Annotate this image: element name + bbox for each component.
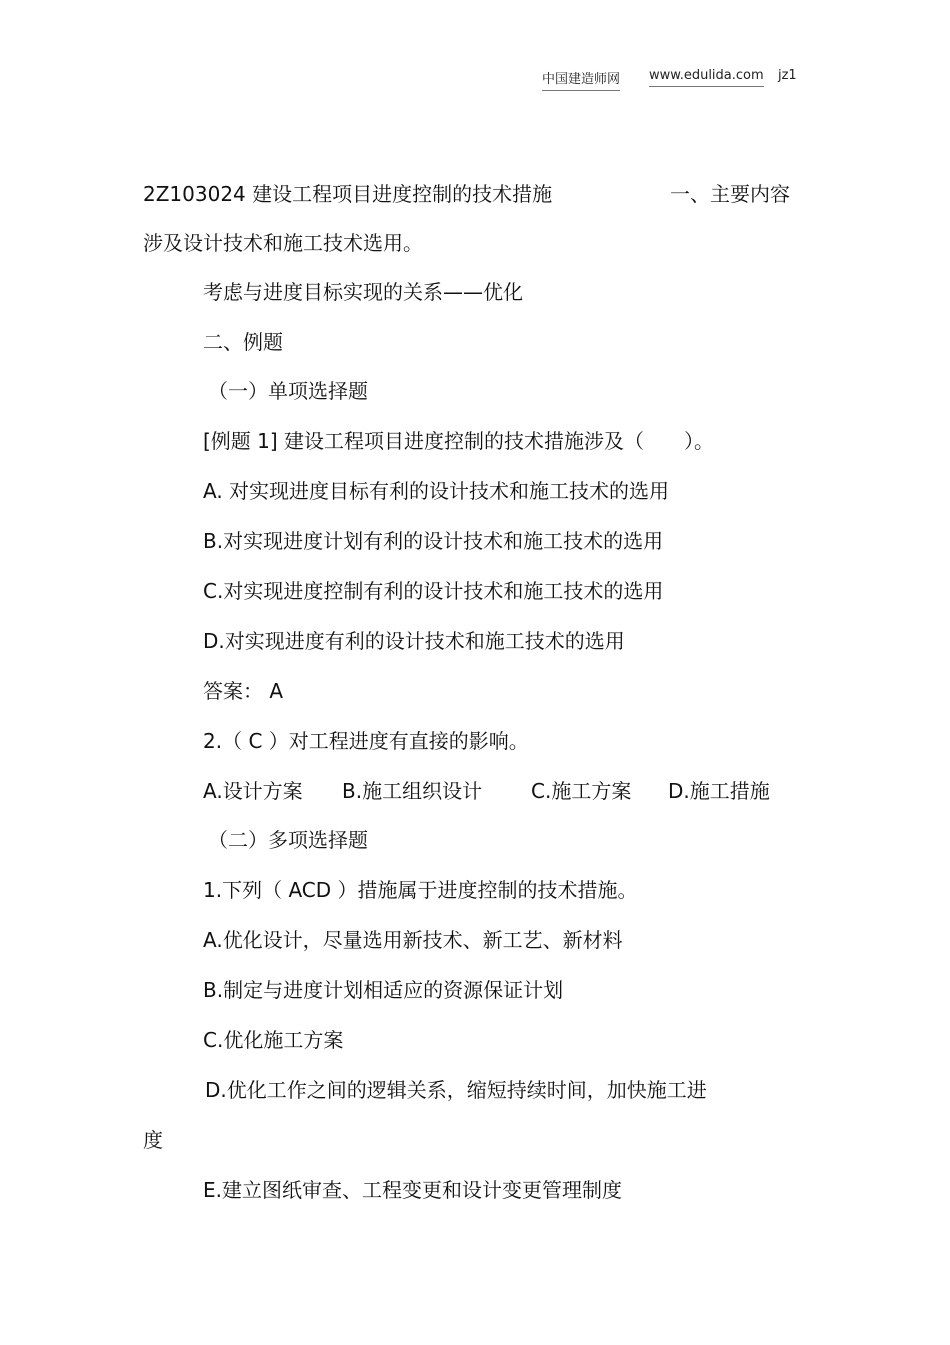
- example1-option-d: D.对实现进度有利的设计技术和施工技术的选用: [203, 629, 625, 653]
- example3-option-e: E.建立图纸审查、工程变更和设计变更管理制度: [203, 1178, 622, 1202]
- example1-answer: 答案： A: [203, 679, 284, 703]
- section-examples-heading: 二、例题: [203, 330, 283, 354]
- section-main-content-heading: 一、主要内容: [670, 182, 790, 206]
- example3-option-b: B.制定与进度计划相适应的资源保证计划: [203, 978, 564, 1002]
- intro-text: 涉及设计技术和施工技术选用。: [143, 231, 423, 255]
- example3-option-a: A.优化设计，尽量选用新技术、新工艺、新材料: [203, 928, 623, 952]
- example3-question: 1.下列（ ACD ）措施属于进度控制的技术措施。: [203, 878, 638, 902]
- example3-option-d-line2: 度: [143, 1128, 163, 1152]
- example2-options-row: [0, 777, 950, 805]
- header-site-url[interactable]: www.edulida.com: [649, 68, 764, 87]
- single-choice-heading: （一）单项选择题: [208, 379, 368, 403]
- example2-option-c: C.施工方案: [531, 779, 632, 803]
- example1-option-b: B.对实现进度计划有利的设计技术和施工技术的选用: [203, 529, 664, 553]
- example1-question: [例题 1] 建设工程项目进度控制的技术措施涉及（ ）。: [203, 429, 715, 453]
- example2-question: 2.（ C ）对工程进度有直接的影响。: [203, 729, 529, 753]
- example1-option-a: A. 对实现进度目标有利的设计技术和施工技术的选用: [203, 479, 670, 503]
- example1-option-c: C.对实现进度控制有利的设计技术和施工技术的选用: [203, 579, 664, 603]
- example3-option-d-line1: D.优化工作之间的逻辑关系，缩短持续时间，加快施工进: [205, 1078, 707, 1102]
- example2-option-a: A.设计方案: [203, 779, 303, 803]
- example3-option-c: C.优化施工方案: [203, 1028, 344, 1052]
- document-title: 2Z103024 建设工程项目进度控制的技术措施: [143, 182, 553, 206]
- example2-option-d: D.施工措施: [668, 779, 770, 803]
- consideration-text: 考虑与进度目标实现的关系——优化: [203, 280, 523, 304]
- example2-option-b: B.施工组织设计: [342, 779, 483, 803]
- multi-choice-heading: （二）多项选择题: [208, 828, 368, 852]
- header-site-name: 中国建造师网: [542, 68, 620, 91]
- header-page-code: jz1: [778, 68, 797, 83]
